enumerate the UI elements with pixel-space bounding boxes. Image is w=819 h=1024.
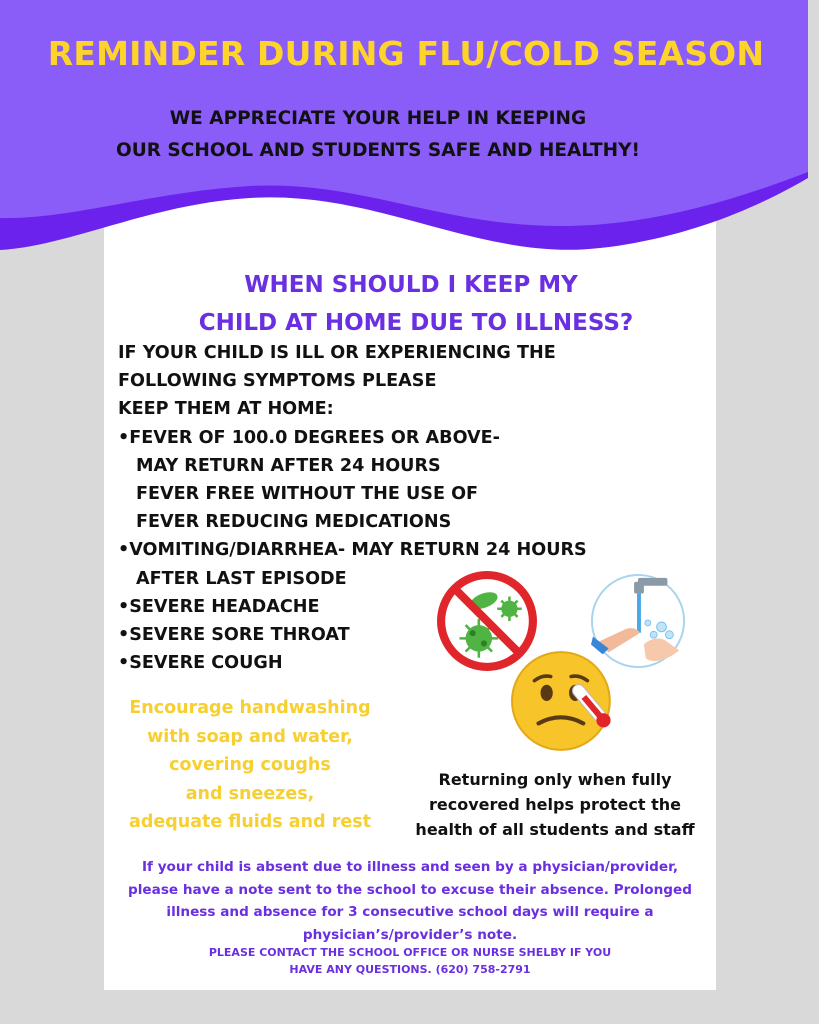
sick-face-thermometer-icon	[510, 650, 622, 752]
subtitle-line: OUR SCHOOL AND STUDENTS SAFE AND HEALTHY!	[116, 140, 640, 161]
tip-line: adequate fluids and rest	[129, 812, 371, 832]
returning-line: Returning only when fully	[438, 770, 672, 789]
contact-line: PLEASE CONTACT THE SCHOOL OFFICE OR NURSE SHELBY IF YOU	[208, 946, 612, 959]
returning-note	[410, 767, 700, 842]
physician-note	[110, 856, 710, 946]
symptom-item-detail: FEVER REDUCING MEDICATIONS	[136, 512, 452, 533]
tip-line: Encourage handwashing	[129, 698, 371, 718]
intro-line: KEEP THEM AT HOME:	[118, 399, 334, 420]
symptom-item: •SEVERE COUGH	[118, 653, 283, 674]
symptom-item: •SEVERE HEADACHE	[118, 596, 320, 617]
intro-line: IF YOUR CHILD IS ILL OR EXPERIENCING THE	[118, 343, 556, 363]
physician-line: If your child is absent due to illness and seen by a physician/provider,	[141, 859, 679, 875]
section-heading	[110, 266, 722, 342]
physician-line: please have a note sent to the school to excuse their absence. Prolonged	[128, 881, 692, 898]
symptom-item: •VOMITING/DIARRHEA- MAY RETURN 24 HOURS	[118, 540, 587, 561]
contact-line: HAVE ANY QUESTIONS. (620) 758-2791	[289, 963, 531, 976]
symptom-item: •SEVERE SORE THROAT	[118, 625, 350, 646]
symptom-item-detail: MAY RETURN AFTER 24 HOURS	[136, 455, 441, 476]
physician-line: illness and absence for 3 consecutive school days will require a	[166, 904, 654, 920]
returning-line: health of all students and staff	[415, 820, 695, 839]
page-title: REMINDER DURING FLU/COLD SEASON	[47, 34, 765, 73]
subtitle-line: WE APPRECIATE YOUR HELP IN KEEPING	[169, 108, 587, 129]
physician-line: physician’s/provider’s note.	[302, 926, 518, 943]
symptom-item-detail: AFTER LAST EPISODE	[136, 568, 347, 589]
intro-line: FOLLOWING SYMPTOMS PLEASE	[118, 371, 437, 392]
symptom-item-detail: FEVER FREE WITHOUT THE USE OF	[136, 484, 479, 505]
contact-info	[110, 944, 710, 978]
tips-text	[120, 694, 380, 837]
heading-line: WHEN SHOULD I KEEP MY	[244, 272, 578, 298]
header-subtitle	[0, 103, 756, 167]
tip-line: and sneezes,	[185, 783, 315, 804]
returning-line: recovered helps protect the	[429, 795, 681, 814]
tip-line: with soap and water,	[147, 726, 353, 747]
heading-line: CHILD AT HOME DUE TO ILLNESS?	[198, 310, 634, 336]
tip-line: covering coughs	[169, 755, 331, 775]
symptom-item: •FEVER OF 100.0 DEGREES OR ABOVE-	[118, 427, 500, 448]
